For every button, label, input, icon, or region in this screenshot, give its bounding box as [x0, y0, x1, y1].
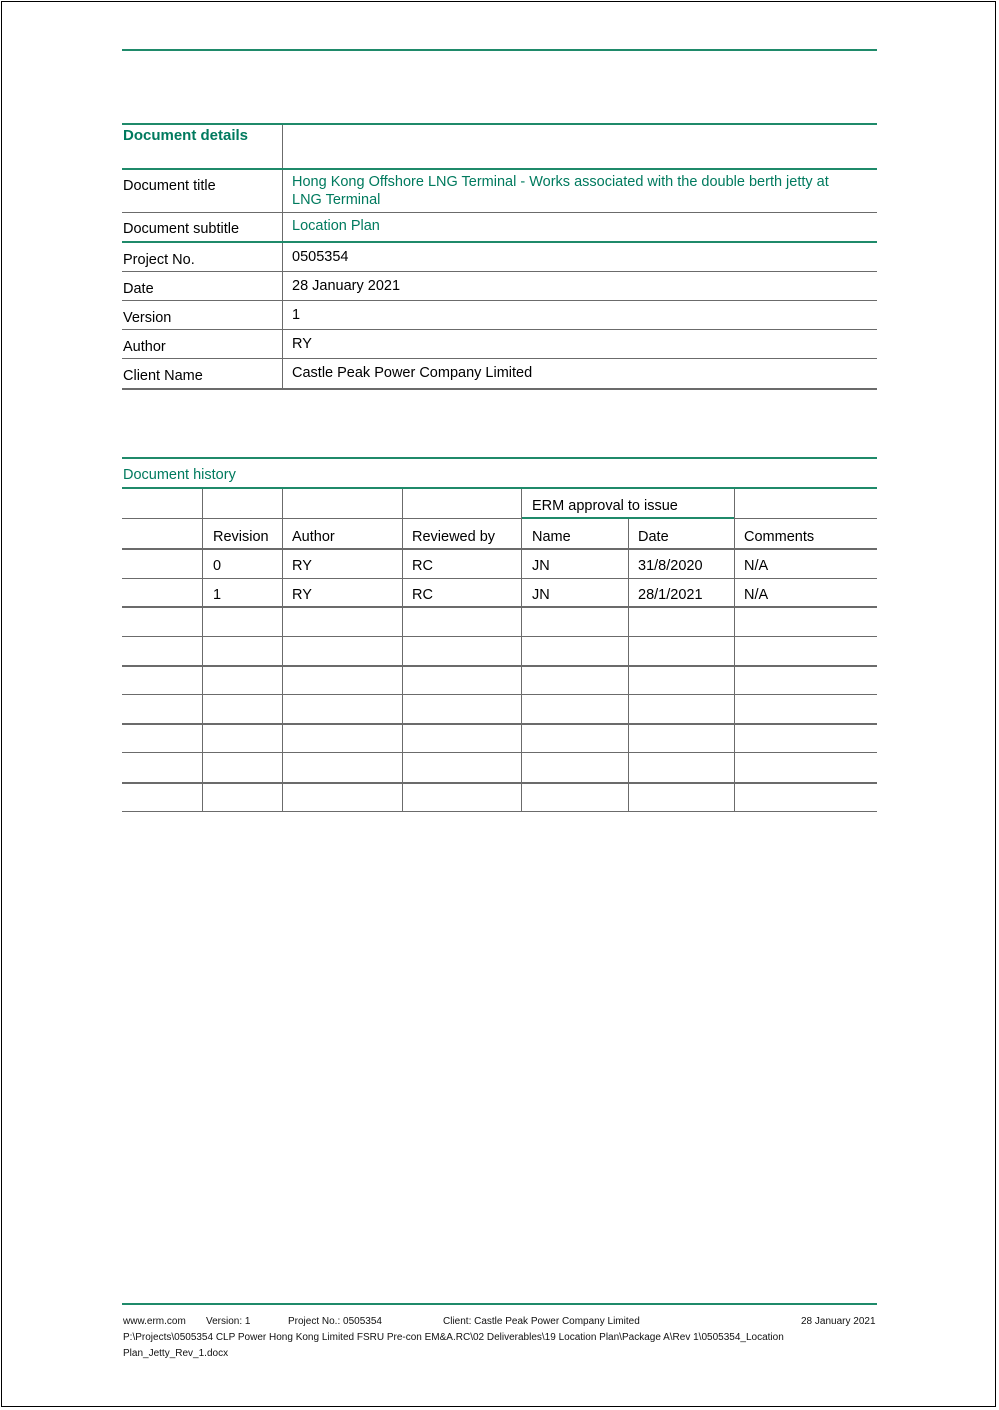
author-cell: RY	[292, 558, 312, 574]
version-label: Version	[123, 310, 172, 326]
document-title-value: Hong Kong Offshore LNG Terminal - Works associated with the double berth jetty at	[292, 174, 829, 190]
col-name: Name	[532, 529, 571, 545]
document-subtitle-label: Document subtitle	[123, 221, 240, 237]
client-name-value: Castle Peak Power Company Limited	[292, 365, 533, 381]
project-no-value: 0505354	[292, 249, 349, 265]
document-history-heading: Document history	[123, 467, 236, 483]
reviewed-by-cell: RC	[412, 558, 433, 574]
revision-cell: 1	[213, 587, 222, 603]
document-title-value-cont: LNG Terminal	[292, 192, 381, 208]
footer-version: Version: 1	[206, 1316, 251, 1327]
footer-project: Project No.: 0505354	[288, 1316, 382, 1327]
project-no-label: Project No.	[123, 252, 195, 268]
reviewed-by-cell: RC	[412, 587, 433, 603]
comments-cell: N/A	[744, 587, 769, 603]
footer-website: www.erm.com	[123, 1316, 186, 1327]
footer-file-name: Plan_Jetty_Rev_1.docx	[123, 1348, 229, 1359]
name-cell: JN	[532, 587, 550, 603]
date-label: Date	[123, 281, 154, 297]
name-cell: JN	[532, 558, 550, 574]
version-value: 1	[292, 307, 301, 323]
date-cell: 31/8/2020	[638, 558, 703, 574]
footer-client: Client: Castle Peak Power Company Limited	[443, 1316, 640, 1327]
document-title-label: Document title	[123, 178, 216, 194]
footer-file-path: P:\Projects\0505354 CLP Power Hong Kong Limited FSRU Pre-con EM&A.RC\02 Deliverables\19 Location Plan\Package A\Rev 1\0505354_Location	[123, 1332, 784, 1343]
erm-approval-header: ERM approval to issue	[532, 498, 678, 514]
col-reviewed-by: Reviewed by	[412, 529, 496, 545]
comments-cell: N/A	[744, 558, 769, 574]
footer-date: 28 January 2021	[801, 1316, 876, 1327]
col-date: Date	[638, 529, 669, 545]
document-subtitle-value: Location Plan	[292, 218, 380, 234]
client-name-label: Client Name	[123, 368, 203, 384]
date-value: 28 January 2021	[292, 278, 401, 294]
date-cell: 28/1/2021	[638, 587, 703, 603]
author-label: Author	[123, 339, 166, 355]
revision-cell: 0	[213, 558, 222, 574]
author-value: RY	[292, 336, 312, 352]
header-rule	[122, 49, 877, 51]
author-cell: RY	[292, 587, 312, 603]
col-author: Author	[292, 529, 335, 545]
col-revision: Revision	[213, 529, 269, 545]
col-comments: Comments	[744, 529, 815, 545]
document-details-heading: Document details	[123, 127, 249, 144]
